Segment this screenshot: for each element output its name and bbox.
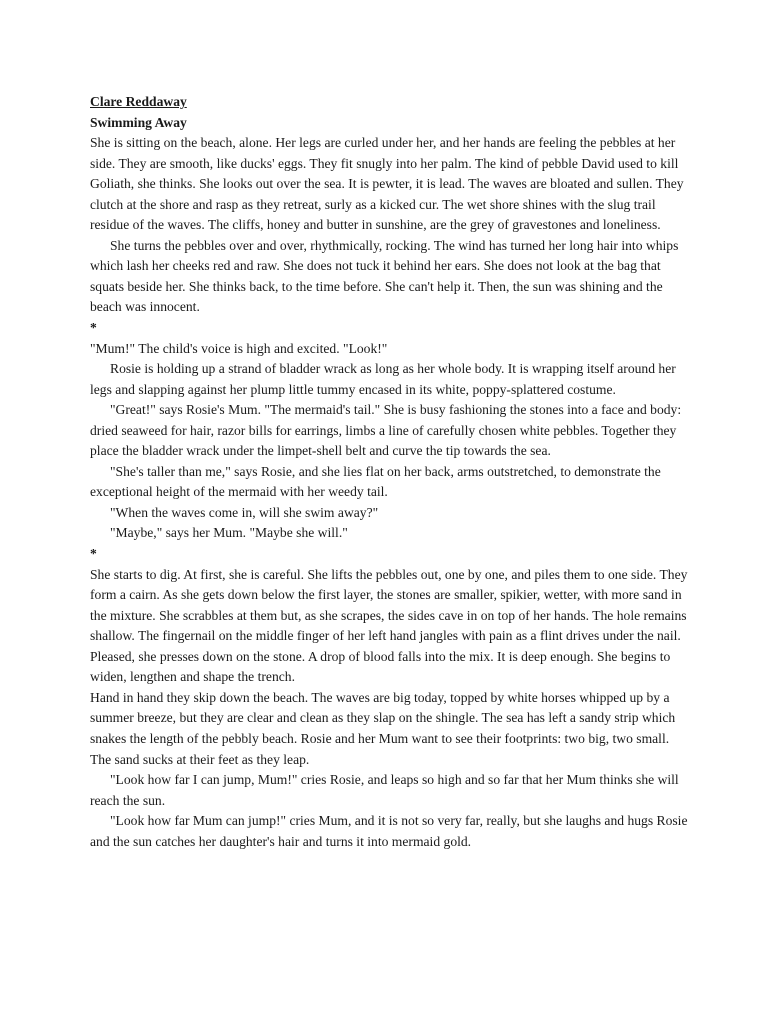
- paragraph: "Mum!" The child's voice is high and excited. "Look!": [90, 340, 388, 356]
- paragraph: Rosie is holding up a strand of bladder wrack as long as her whole body. It is wrapping itself around her legs and slapping against her plump little tummy encased in its white, poppy-splattered costume.: [90, 361, 676, 397]
- author-name: Clare Reddaway: [90, 94, 187, 109]
- paragraph: She starts to dig. At first, she is careful. She lifts the pebbles out, one by one, and piles them to one side. They form a cairn. As she gets down below the first layer, the stones are smaller, spikier, wetter, with more sand in the mixture. She scrabbles at them but, as she scrapes, the sides cave in on top of her hands. The hole remains shallow. The fingernail on the middle finger of her left hand jangles with pain as a flint drives under the nail. Pleased, she presses down on the stone. A drop of blood falls into the mix. It is deep enough. She begins to widen, lengthen and shape the trench.: [90, 566, 688, 685]
- section-separator: *: [90, 320, 97, 336]
- paragraph: Hand in hand they skip down the beach. The waves are big today, topped by white horses whipped up by a summer breeze, but they are clear and clean as they slap on the shingle. The sea has left a sandy strip which snakes the length of the pebbly beach. Rosie and her Mum want to see their footprints: two big, two small. The sand sucks at their feet as they leap.: [90, 689, 676, 767]
- paragraph: "Look how far Mum can jump!" cries Mum, and it is not so very far, really, but she laughs and hugs Rosie and the sun catches her daughter's hair and turns it into mermaid gold.: [90, 813, 688, 849]
- paragraph: "Maybe," says her Mum. "Maybe she will.": [110, 525, 348, 541]
- story-title: Swimming Away: [90, 114, 187, 130]
- paragraph: "Look how far I can jump, Mum!" cries Rosie, and leaps so high and so far that her Mum thinks she will reach the sun.: [90, 772, 679, 808]
- paragraph: "She's taller than me," says Rosie, and she lies flat on her back, arms outstretched, to demonstrate the exceptional height of the mermaid with her weedy tail.: [90, 463, 661, 500]
- story-body: [90, 133, 690, 852]
- paragraph: She is sitting on the beach, alone. Her legs are curled under her, and her hands are feeling the pebbles at her side. They are smooth, like ducks' eggs. They fit snugly into her palm. The kind of pebble David used to kill Goliath, she thinks. She looks out over the sea. It is pewter, it is lead. The waves are bloated and sullen. They clutch at the shore and rasp as they retreat, surly as a kicked cur. The wet shore shines with the slug trail residue of the waves. The cliffs, honey and butter in sunshine, are the grey of gravestones and loneliness.: [90, 135, 684, 233]
- paragraph: "Great!" says Rosie's Mum. "The mermaid's tail." She is busy fashioning the stones into a face and body: dried seaweed for hair, razor bills for earrings, limbs a line of carefully chosen white pebbles. Together they place the bladder wrack under the limpet-shell belt and curve the tip towards the sea.: [90, 402, 682, 459]
- paragraph: "When the waves come in, will she swim away?": [110, 504, 379, 520]
- document-page: [90, 92, 690, 852]
- paragraph: She turns the pebbles over and over, rhythmically, rocking. The wind has turned her long hair into whips which lash her cheeks red and raw. She does not tuck it behind her ears. She does not look at the bag that squats beside her. She thinks back, to the time before. She can't help it. Then, the sun was shining and the beach was innocent.: [90, 237, 679, 315]
- section-separator: *: [90, 546, 97, 562]
